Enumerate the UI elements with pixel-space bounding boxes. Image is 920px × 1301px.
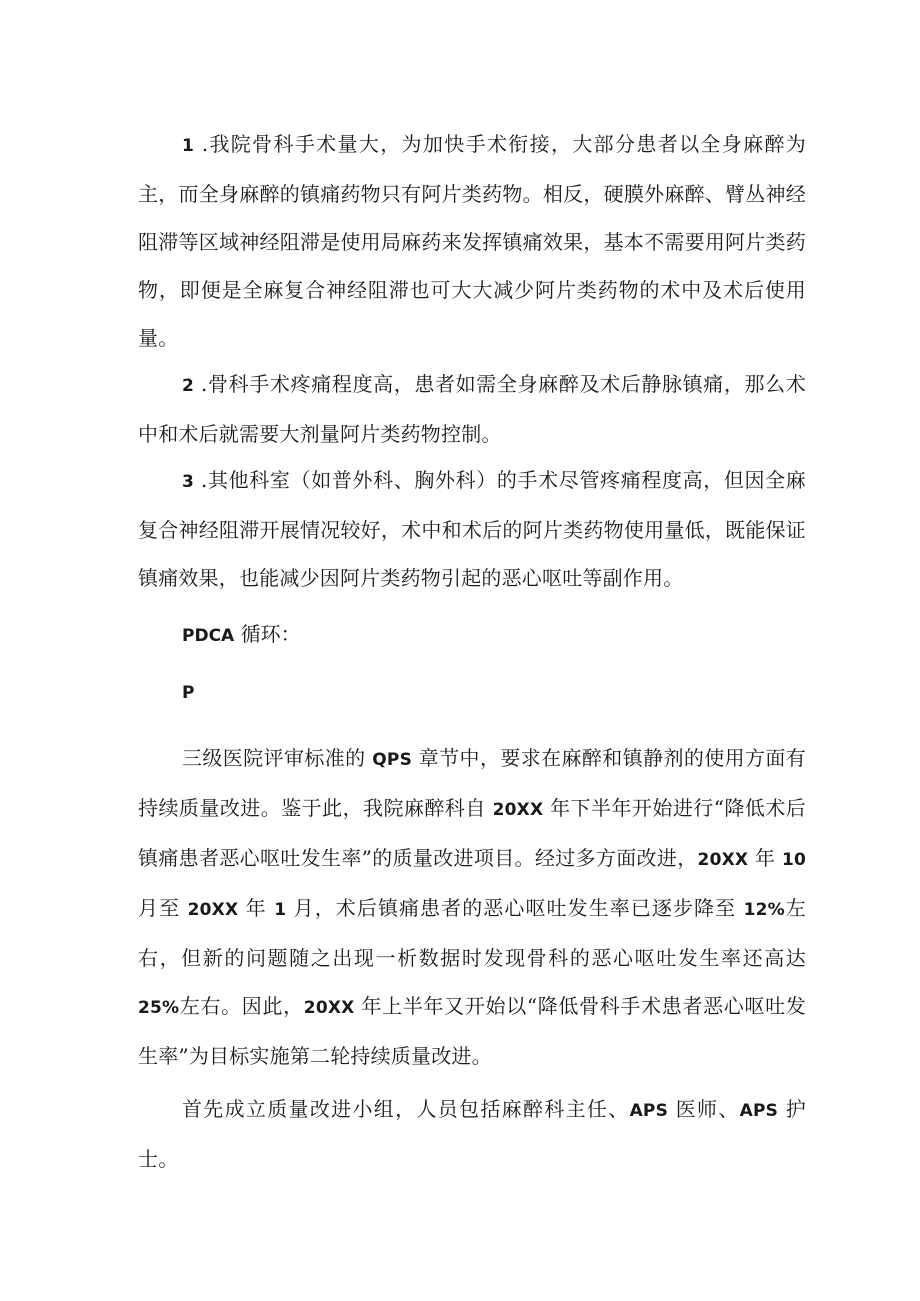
p5-s2: 医师、 bbox=[668, 1097, 740, 1121]
pdca-abbr: PDCA bbox=[182, 626, 235, 646]
p4-y2: 20XX bbox=[697, 850, 749, 870]
p4-s10: 年上半年又开始以“降低骨科手术患者恶心呕吐发生率”为目标实施第二轮持续质量改进。 bbox=[138, 994, 806, 1068]
paragraph-2-text: .骨科手术疼痛程度高，患者如需全身麻醉及术后静脉镇痛，那么术中和术后就需要大剂量阿片类药物控制。 bbox=[138, 372, 806, 446]
paragraph-1-text: .我院骨科手术量大，为加快手术衔接，大部分患者以全身麻醉为主，而全身麻醉的镇痛药物只有阿片类药物。相反，硬膜外麻醉、臂丛神经阻滞等区域神经阻滞是使用局麻药来发挥镇痛效果，基本不需要用阿片类药物，即便是全麻复合神经阻滞也可大大减少阿片类药物的术中及术后使用量。 bbox=[138, 132, 806, 350]
p-label: P bbox=[182, 683, 195, 703]
p4-qps: QPS bbox=[372, 750, 413, 770]
pdca-rest: 循环： bbox=[234, 622, 301, 646]
p4-pct25: 25% bbox=[138, 998, 180, 1018]
p5-s1: 首先成立质量改进小组，人员包括麻醉科主任、 bbox=[182, 1097, 630, 1121]
pdca-heading bbox=[182, 619, 301, 651]
p4-m1: 1 bbox=[274, 900, 287, 920]
p4-s2: 章节中，要求在麻醉和镇静剂的使用方面有持续质量改进。鉴于此，我院麻醉科自 bbox=[138, 746, 807, 820]
p4-s3: 年下半年开始进行“降低术后镇痛患者恶心呕吐发生率”的质量改进项目。经过多方面改进， bbox=[138, 796, 806, 870]
p4-y3: 20XX bbox=[187, 900, 239, 920]
list-number-3: 3 bbox=[182, 472, 195, 492]
list-number-1: 1 bbox=[182, 136, 195, 156]
p4-s9: 左右。因此， bbox=[179, 994, 304, 1018]
p4-s7: 月，术后镇痛患者的恶心呕吐发生率已逐步降至 bbox=[286, 896, 744, 920]
p-heading bbox=[182, 676, 194, 708]
p5-aps2: APS bbox=[739, 1101, 779, 1121]
paragraph-5 bbox=[138, 1085, 806, 1183]
paragraph-1 bbox=[138, 120, 806, 362]
p4-s5: 月至 bbox=[138, 896, 188, 920]
p4-s1: 三级医院评审标准的 bbox=[182, 746, 373, 770]
paragraph-3-text: .其他科室（如普外科、胸外科）的手术尽管疼痛程度高，但因全麻复合神经阻滞开展情况较好，术中和术后的阿片类药物使用量低，既能保证镇痛效果，也能减少因阿片类药物引起的恶心呕吐等副作用。 bbox=[138, 468, 806, 590]
p4-y1: 20XX bbox=[492, 800, 544, 820]
paragraph-4 bbox=[138, 734, 806, 1080]
p5-s3: 护士。 bbox=[138, 1097, 806, 1171]
list-number-2: 2 bbox=[182, 376, 195, 396]
p4-s6: 年 bbox=[238, 896, 275, 920]
p5-aps1: APS bbox=[629, 1101, 669, 1121]
p4-s4: 年 bbox=[748, 846, 782, 870]
paragraph-2 bbox=[138, 360, 806, 458]
p4-s8: 左右，但新的问题随之出现一析数据时发现骨科的恶心呕吐发生率还高达 bbox=[138, 896, 806, 970]
p4-y4: 20XX bbox=[303, 998, 355, 1018]
paragraph-3 bbox=[138, 456, 806, 602]
p4-m10: 10 bbox=[781, 850, 806, 870]
p4-pct12: 12% bbox=[743, 900, 785, 920]
